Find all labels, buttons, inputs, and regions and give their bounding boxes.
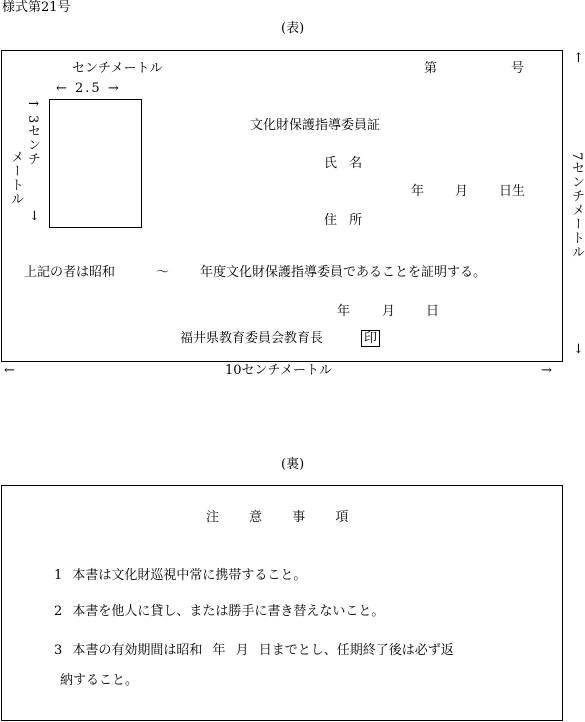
front-label: (表): [281, 21, 305, 36]
bottom-arrow-right: →: [541, 363, 552, 378]
birth-month: 月: [455, 184, 469, 199]
issue-day: 日: [426, 304, 440, 319]
photo-width-value: ← 2.5 →: [56, 81, 121, 96]
back-label: (裏): [281, 457, 305, 472]
card-number-dai: 第: [424, 61, 438, 76]
address-label: 住 所: [324, 213, 363, 228]
bottom-dimension: 10センチメートル: [225, 363, 333, 378]
notes-item-3: 3 本書の有効期間は昭和 年 月 日までとし、任期終了後は必ず返: [54, 643, 454, 658]
issue-year: 年: [337, 304, 351, 319]
right-arrow-up: ↑: [573, 51, 584, 66]
photo-height-unit: メートル: [8, 150, 23, 206]
name-label: 氏 名: [324, 156, 363, 171]
notes-heading: 注 意 事 項: [206, 510, 349, 525]
issue-month: 月: [382, 304, 396, 319]
photo-frame: [49, 99, 142, 228]
notes-item-3-continued: 納すること。: [60, 673, 139, 688]
form-number: 様式第21号: [2, 0, 71, 15]
certify-prefix: 上記の者は昭和: [24, 265, 116, 280]
birth-day: 日生: [499, 184, 526, 199]
bottom-arrow-left: ←: [4, 363, 15, 378]
certify-suffix: 年度文化財保護指導委員であることを証明する。: [200, 265, 487, 280]
photo-height-arrow-down: ↓: [29, 209, 40, 224]
issuer: 福井県教育委員会教育長: [180, 331, 324, 346]
certify-tilde: ～: [156, 265, 170, 280]
birth-year: 年: [411, 184, 425, 199]
photo-height-note: ↑ 3センチ: [25, 98, 40, 167]
notes-item-2: 2 本書を他人に貸し、または勝手に書き替えないこと。: [54, 604, 385, 619]
notes-item-1: 1 本書は文化財巡視中常に携帯すること。: [54, 568, 307, 583]
card-title: 文化財保護指導委員証: [250, 118, 381, 133]
photo-width-note: センチメートル: [72, 61, 163, 76]
seal-mark: 印: [361, 330, 380, 347]
card-number-go: 号: [511, 61, 525, 76]
right-dimension: 7センチメートル: [569, 152, 584, 260]
right-arrow-down: ↓: [573, 342, 584, 357]
